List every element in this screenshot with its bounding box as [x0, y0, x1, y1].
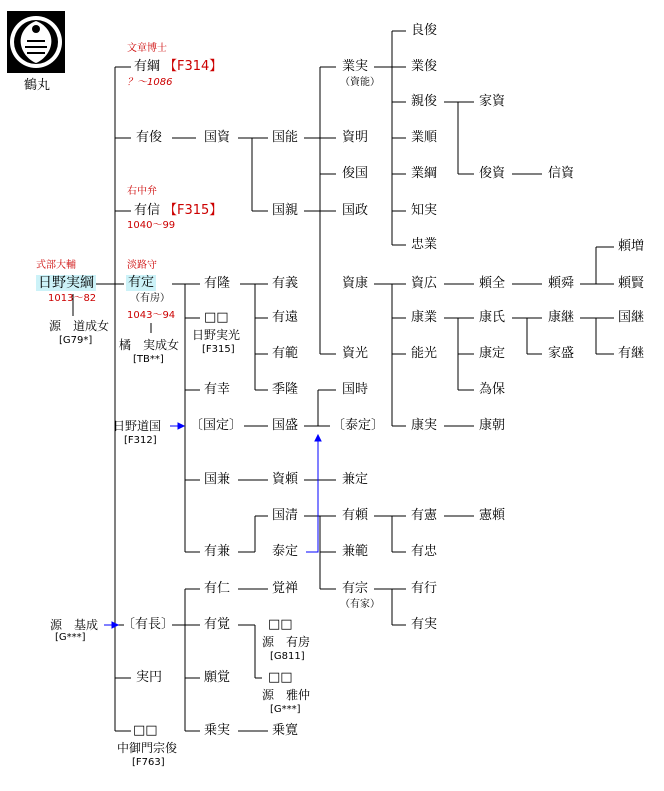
kakuzen: 覚禅 [272, 581, 299, 596]
arihito: 有仁 [204, 581, 231, 596]
sanetsuna-years: 1013～82 [48, 293, 97, 304]
sanetsuna-name: 日野実綱 [38, 275, 94, 291]
arinori2: 有範 [272, 346, 299, 361]
yorizen: 頼全 [479, 276, 506, 291]
narizane-alias: （資能） [340, 77, 380, 88]
arito: 有遠 [272, 310, 299, 325]
naritsuna: 業綱 [411, 166, 438, 181]
kanesada: 兼定 [342, 472, 369, 487]
yasusada2: 〔泰定〕 [332, 418, 385, 433]
narizane-name: 業実 [342, 59, 369, 74]
crest-caption: 鶴丸 [24, 78, 51, 93]
motonari-name: 源 基成 [50, 618, 99, 632]
aritsuna-name: 有綱 [134, 59, 161, 74]
tsurumaru-crest-icon [7, 11, 65, 73]
arinobu-years: 1040～99 [127, 220, 176, 231]
aritada: 有忠 [411, 544, 438, 559]
sanetsuna-wife-ref: [G79*] [59, 335, 93, 346]
chikatoshi: 親俊 [411, 94, 438, 109]
yasusada: 泰定 [272, 544, 299, 559]
yasusada3: 康定 [479, 346, 506, 361]
muneyoshi-name: □□ [133, 723, 158, 738]
arinori-name: 有俊 [136, 130, 163, 145]
kunimasa: 国政 [342, 203, 369, 218]
arisada-name: 有定 [128, 275, 155, 290]
nobusuke: 信資 [548, 166, 575, 181]
iemori: 家盛 [548, 346, 575, 361]
arisada-alias: （有房） [130, 293, 170, 304]
ariyuki: 有幸 [204, 382, 231, 397]
sanemitsu-label: 日野実光 [192, 328, 241, 342]
aritsuna-title: 文章博士 [127, 43, 167, 54]
arisada-years: 1043～94 [127, 310, 176, 321]
kunitoki: 国時 [342, 382, 369, 397]
naritoshi: 業俊 [411, 59, 438, 74]
aritsugu: 有継 [618, 346, 645, 361]
arinobu-title: 右中弁 [127, 186, 157, 197]
ariyuki2: 有行 [411, 581, 438, 596]
arinobu-name: 有信 [134, 203, 161, 218]
toshisuke: 俊資 [479, 166, 506, 181]
arinobu-ref: 【F315】 [164, 203, 223, 218]
aritaka: 有隆 [204, 276, 231, 291]
kunisada2: 〔国定〕 [190, 418, 243, 433]
kunichika: 国親 [272, 203, 299, 218]
kunikane: 国兼 [204, 472, 231, 487]
kunisada-ref: [F312] [124, 435, 157, 446]
sanemitsu-ref: [F315] [202, 344, 235, 355]
toshikuni: 俊国 [342, 166, 369, 181]
yorishun: 頼舜 [548, 276, 575, 291]
arizane: 有実 [411, 617, 438, 632]
norizane: 乗実 [204, 723, 231, 738]
motonari-ref: [G***] [55, 632, 86, 643]
norihiro: 乗寛 [272, 723, 299, 738]
yorimasu: 頼増 [618, 239, 645, 254]
suetaka: 季隆 [272, 382, 299, 397]
jitsuen-name: 実円 [136, 670, 163, 685]
kuniyoshi: 国能 [272, 130, 299, 145]
arisato: 有覚 [204, 617, 231, 632]
aritsuna-ref: 【F314】 [164, 59, 223, 74]
sanetsuna-wife: 源 道成女 [49, 319, 110, 333]
arinori3: 有憲 [411, 508, 438, 523]
arikane: 有兼 [204, 544, 231, 559]
yasuzane: 康実 [411, 418, 438, 433]
arisada-title: 淡路守 [127, 260, 157, 271]
muneyoshi-label: 中御門宗俊 [117, 741, 178, 755]
arisada-wife-ref: [TB**] [133, 354, 164, 365]
yasuuji: 康氏 [479, 310, 506, 325]
ariyori: 有頼 [342, 508, 369, 523]
aritsuna-years: ？～1086 [127, 77, 173, 88]
muneyoshi-ref: [F763] [132, 757, 165, 768]
yoshimitsu: 能光 [411, 346, 438, 361]
arifusa-name: □□ [268, 617, 293, 632]
arimune-name: 有宗 [342, 581, 369, 596]
ariyoshi: 有義 [272, 276, 299, 291]
tadanari: 忠業 [411, 237, 438, 252]
masanaka-label: 源 雅仲 [262, 688, 311, 702]
tameyasu: 為保 [479, 382, 506, 397]
gankaku: 願覚 [204, 670, 231, 685]
yoshitoshi: 良俊 [411, 23, 438, 38]
arisada-wife: 橘 実成女 [119, 338, 180, 352]
narinobu: 業順 [411, 130, 438, 145]
iesuke: 家資 [479, 94, 506, 109]
arinaga-name: 〔有長〕 [122, 617, 175, 632]
sukeaki: 資明 [342, 130, 369, 145]
arifusa-ref: [G811] [270, 651, 305, 662]
yasunari: 康業 [411, 310, 438, 325]
sanetsuna-title: 式部大輔 [36, 260, 76, 271]
arifusa-label: 源 有房 [262, 635, 311, 649]
noriyori: 憲頼 [479, 508, 506, 523]
sanemitsu-name: □□ [204, 310, 229, 325]
tomozane: 知実 [411, 203, 438, 218]
yorikata: 頼賢 [618, 276, 645, 291]
arimune-alias: （有家） [340, 599, 380, 610]
sukemitsu: 資光 [342, 346, 369, 361]
kunisuke: 国資 [204, 130, 231, 145]
kanenori: 兼範 [342, 544, 369, 559]
yasutsugu: 康継 [548, 310, 575, 325]
sukeyori: 資頼 [272, 472, 299, 487]
masanaka-name: □□ [268, 670, 293, 685]
sukeyasu: 資康 [342, 276, 369, 291]
yasutomo: 康朝 [479, 418, 506, 433]
kunimori: 国盛 [272, 418, 299, 433]
kunisada-name: 日野道国 [113, 419, 162, 433]
kunikiyo: 国清 [272, 508, 299, 523]
kunitsugu: 国継 [618, 310, 645, 325]
sukehiro: 資広 [411, 276, 438, 291]
masanaka-ref: [G***] [270, 704, 301, 715]
